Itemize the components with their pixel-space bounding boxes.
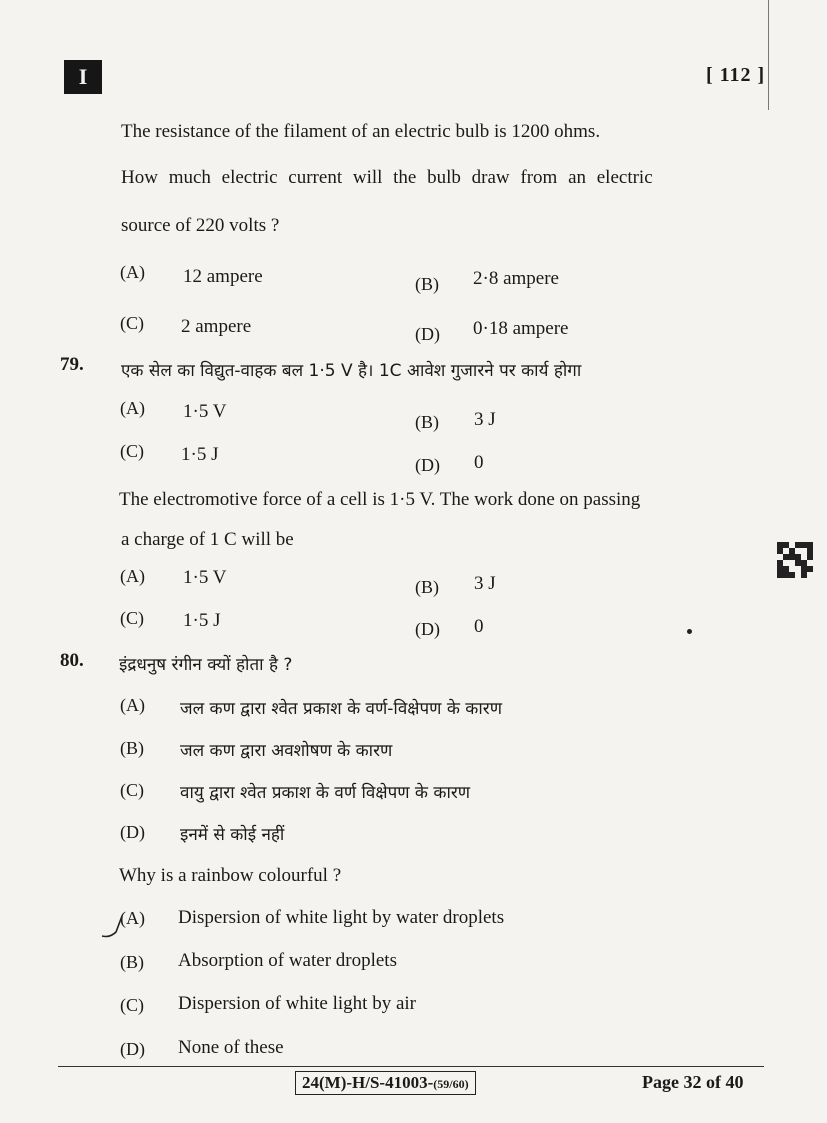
q79-english-option-a-text: 1·5 V xyxy=(183,567,227,588)
ink-dot xyxy=(687,629,692,634)
q79-english-option-a-label: (A) xyxy=(120,566,145,586)
q79-english-option-b-label: (B) xyxy=(415,577,439,597)
q78-option-d-text: 0·18 ampere xyxy=(473,318,569,339)
q78-line-2: How much electric current will the bulb draw from an electric xyxy=(121,167,653,188)
q80-hindi-option-b-label: (B) xyxy=(120,738,144,758)
q79-hindi-option-d-text: 0 xyxy=(474,452,484,473)
q79-english-option-c-text: 1·5 J xyxy=(183,610,221,631)
q80-hindi-option-c-label: (C) xyxy=(120,780,144,800)
q79-hindi-option-a-text: 1·5 V xyxy=(183,401,227,422)
paper-code-main: 24(M)-H/S-41003- xyxy=(302,1073,434,1092)
q79-english-option-d-text: 0 xyxy=(474,616,484,637)
q79-hindi-option-b-text: 3 J xyxy=(474,409,496,430)
footer-rule xyxy=(58,1066,764,1067)
paper-code xyxy=(295,1071,476,1095)
q80-hindi-option-b-text: जल कण द्वारा अवशोषण के कारण xyxy=(180,741,393,761)
q80-hindi-option-a-text: जल कण द्वारा श्वेत प्रकाश के वर्ण-विक्षेपण के कारण xyxy=(180,699,502,719)
q78-option-c-text: 2 ampere xyxy=(181,316,252,337)
q78-line-3: source of 220 volts ? xyxy=(121,215,280,236)
page-code: [ 112 ] xyxy=(706,64,766,86)
q79-english-line-1: The electromotive force of a cell is 1·5 V. The work done on passing xyxy=(119,489,641,510)
q78-option-c-label: (C) xyxy=(120,313,144,333)
q80-hindi-option-d-label: (D) xyxy=(120,822,145,842)
q80-english-option-a-text: Dispersion of white light by water droplets xyxy=(178,907,505,928)
q80-hindi-option-d-text: इनमें से कोई नहीं xyxy=(180,825,285,845)
q79-english-option-d-label: (D) xyxy=(415,619,440,639)
q79-english-line-2: a charge of 1 C will be xyxy=(121,529,294,550)
qr-code xyxy=(777,542,813,578)
q80-english-option-a-label: (A) xyxy=(120,908,145,928)
q79-english-option-b-text: 3 J xyxy=(474,573,496,594)
q79-hindi-option-c-label: (C) xyxy=(120,441,144,461)
q80-english-option-d-label: (D) xyxy=(120,1039,145,1059)
q78-option-a-text: 12 ampere xyxy=(183,266,263,287)
q78-option-a-label: (A) xyxy=(120,262,145,282)
q79-hindi-option-d-label: (D) xyxy=(415,455,440,475)
q79-hindi-option-c-text: 1·5 J xyxy=(181,444,219,465)
answer-tick-mark xyxy=(100,912,126,942)
q80-english-option-d-text: None of these xyxy=(178,1037,284,1058)
q78-line-1: The resistance of the filament of an electric bulb is 1200 ohms. xyxy=(121,121,601,142)
q78-option-b-label: (B) xyxy=(415,274,439,294)
q80-hindi-option-a-label: (A) xyxy=(120,695,145,715)
q79-hindi-text: एक सेल का विद्युत-वाहक बल 1·5 V है। 1C आवेश गुजारने पर कार्य होगा xyxy=(121,361,582,381)
q80-english-text: Why is a rainbow colourful ? xyxy=(119,865,342,886)
margin-line xyxy=(768,0,769,110)
q78-option-b-text: 2·8 ampere xyxy=(473,268,559,289)
q80-english-option-c-text: Dispersion of white light by air xyxy=(178,993,416,1014)
q80-number: 80. xyxy=(60,650,84,671)
q80-hindi-option-c-text: वायु द्वारा श्वेत प्रकाश के वर्ण विक्षेपण के कारण xyxy=(180,783,471,803)
q79-number: 79. xyxy=(60,354,84,375)
set-label-badge: I xyxy=(64,60,102,94)
paper-code-suffix: (59/60) xyxy=(433,1077,469,1091)
q80-hindi-text: इंद्रधनुष रंगीन क्यों होता है ? xyxy=(119,655,293,675)
q80-english-option-b-text: Absorption of water droplets xyxy=(178,950,397,971)
page-number: Page 32 of 40 xyxy=(642,1072,744,1092)
q80-english-option-c-label: (C) xyxy=(120,995,144,1015)
q78-option-d-label: (D) xyxy=(415,324,440,344)
q79-hindi-option-a-label: (A) xyxy=(120,398,145,418)
q80-english-option-b-label: (B) xyxy=(120,952,144,972)
q79-english-option-c-label: (C) xyxy=(120,608,144,628)
q79-hindi-option-b-label: (B) xyxy=(415,412,439,432)
